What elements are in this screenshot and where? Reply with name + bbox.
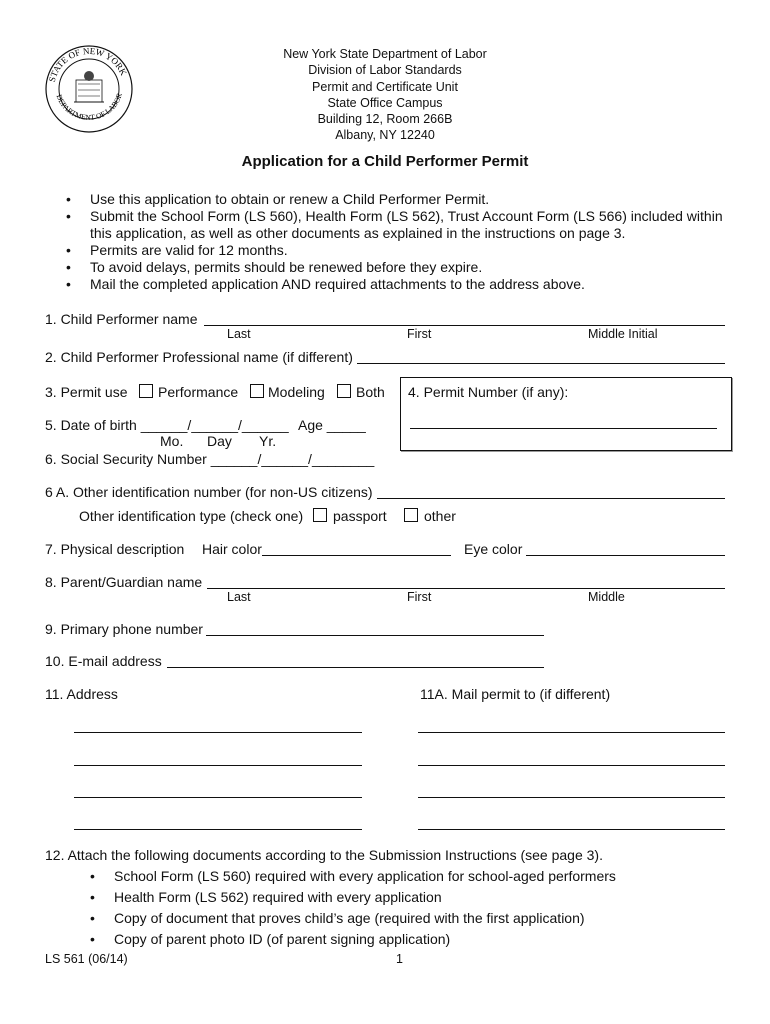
other-id-input[interactable] — [377, 498, 725, 499]
middle-initial-caption: Middle Initial — [588, 327, 658, 341]
mail-permit-label: 11A. Mail permit to (if different) — [420, 686, 611, 702]
child-name-input[interactable] — [204, 325, 725, 326]
address-line-input[interactable] — [74, 829, 362, 830]
permit-use-label: 3. Permit use — [45, 384, 128, 400]
eye-color-label: Eye color — [464, 541, 523, 557]
first-caption: First — [407, 590, 432, 604]
header-line: Building 12, Room 266B — [317, 112, 453, 127]
address-line-input[interactable] — [74, 765, 362, 766]
other-id-type-label: Other identification type (check one) — [79, 508, 304, 524]
intro-bullet: • To avoid delays, permits should be renewed before they expire. — [90, 259, 482, 275]
guardian-name-label: 8. Parent/Guardian name — [45, 574, 203, 590]
attachment-item: • Copy of parent photo ID (of parent signing application) — [114, 931, 450, 947]
passport-checkbox[interactable] — [313, 508, 327, 522]
intro-bullet: • Submit the School Form (LS 560), Health Form (LS 562), Trust Account Form (LS 566) included within — [90, 208, 723, 224]
agency-header — [235, 46, 535, 144]
last-caption: Last — [227, 590, 251, 604]
svg-text:STATE OF NEW YORK: STATE OF NEW YORK — [46, 45, 129, 83]
email-label: 10. E-mail address — [45, 653, 162, 669]
page-number: 1 — [396, 952, 403, 966]
phone-label: 9. Primary phone number — [45, 621, 203, 637]
last-caption: Last — [227, 327, 251, 341]
intro-bullet-continued: this application, as well as other documents as explained in the instructions on page 3. — [90, 225, 626, 241]
form-id: LS 561 (06/14) — [45, 952, 128, 966]
mail-address-line-input[interactable] — [418, 829, 725, 830]
month-caption: Mo. — [160, 433, 184, 449]
modeling-checkbox[interactable] — [250, 384, 264, 398]
other-id-label: 6 A. Other identification number (for non-US citizens) — [45, 484, 373, 500]
attachment-item: • Copy of document that proves child’s age (required with the first application) — [114, 910, 585, 926]
performance-label: Performance — [158, 384, 239, 400]
professional-name-label: 2. Child Performer Professional name (if different) — [45, 349, 353, 365]
attachment-item: • School Form (LS 560) required with every application for school-aged performers — [114, 868, 616, 884]
other-checkbox[interactable] — [404, 508, 418, 522]
email-input[interactable] — [167, 667, 544, 668]
year-caption: Yr. — [259, 433, 277, 449]
intro-bullet: • Use this application to obtain or renew a Child Performer Permit. — [90, 191, 489, 207]
permit-number-label: 4. Permit Number (if any): — [408, 384, 569, 400]
performance-checkbox[interactable] — [139, 384, 153, 398]
attachment-item: • Health Form (LS 562) required with every application — [114, 889, 442, 905]
both-label: Both — [356, 384, 385, 400]
professional-name-input[interactable] — [357, 363, 725, 364]
form-title: Application for a Child Performer Permit — [241, 153, 529, 170]
intro-bullet: • Permits are valid for 12 months. — [90, 242, 288, 258]
header-line: Albany, NY 12240 — [335, 128, 435, 143]
other-label: other — [424, 508, 456, 524]
address-line-input[interactable] — [74, 732, 362, 733]
state-seal-logo — [44, 44, 134, 134]
header-line: State Office Campus — [327, 95, 443, 110]
permit-number-input[interactable] — [410, 428, 717, 429]
age-label: Age _____ — [298, 417, 366, 433]
hair-color-label: Hair color — [202, 541, 262, 557]
ssn-label: 6. Social Security Number ______/______/________ — [45, 451, 375, 467]
address-line-input[interactable] — [74, 797, 362, 798]
first-caption: First — [407, 327, 432, 341]
physical-description-label: 7. Physical description — [45, 541, 185, 557]
both-checkbox[interactable] — [337, 384, 351, 398]
passport-label: passport — [333, 508, 387, 524]
day-caption: Day — [207, 433, 232, 449]
middle-caption: Middle — [588, 590, 625, 604]
mail-address-line-input[interactable] — [418, 765, 725, 766]
phone-input[interactable] — [206, 635, 544, 636]
mail-address-line-input[interactable] — [418, 732, 725, 733]
eye-color-input[interactable] — [526, 555, 725, 556]
header-line: Division of Labor Standards — [308, 63, 462, 78]
child-name-label: 1. Child Performer name — [45, 311, 198, 327]
svg-text:DEPARTMENT OF LABOR: DEPARTMENT OF LABOR — [54, 91, 124, 122]
dob-label: 5. Date of birth ______/______/______ — [45, 417, 289, 433]
header-line: New York State Department of Labor — [283, 47, 487, 61]
mail-address-line-input[interactable] — [418, 797, 725, 798]
address-label: 11. Address — [45, 686, 118, 702]
guardian-name-input[interactable] — [207, 588, 725, 589]
intro-bullet: • Mail the completed application AND required attachments to the address above. — [90, 276, 585, 292]
hair-color-input[interactable] — [262, 555, 451, 556]
modeling-label: Modeling — [268, 384, 325, 400]
header-line: Permit and Certificate Unit — [312, 79, 458, 94]
attachments-label: 12. Attach the following documents according to the Submission Instructions (see page 3). — [45, 847, 603, 863]
